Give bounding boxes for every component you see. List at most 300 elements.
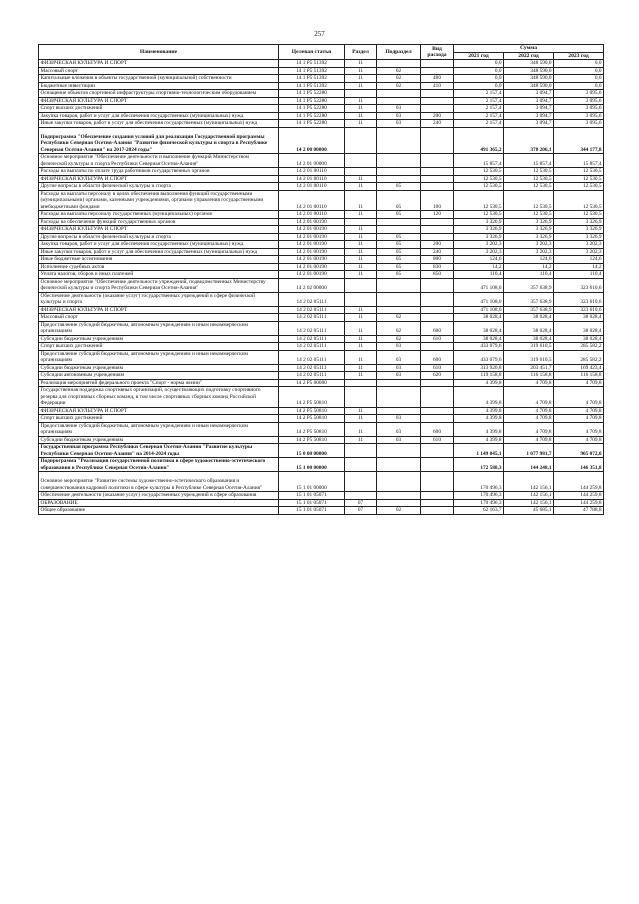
cell-sum-2023: 285 582,2 bbox=[554, 350, 604, 364]
cell-sum-2022: 3 202,3 bbox=[504, 248, 554, 256]
cell-article: 14 2 01 00190 bbox=[279, 218, 345, 226]
table-row bbox=[39, 507, 604, 515]
cell-expense-type bbox=[421, 292, 454, 306]
cell-sum-2021: 471 108,0 bbox=[454, 292, 504, 306]
cell-expense-type: 600 bbox=[421, 321, 454, 335]
cell-name: Спорт высших достижений bbox=[39, 415, 279, 423]
cell-expense-type bbox=[421, 60, 454, 68]
cell-sum-2023: 4 709,8 bbox=[554, 379, 604, 387]
cell-expense-type: 240 bbox=[421, 120, 454, 128]
cell-expense-type: 400 bbox=[421, 75, 454, 83]
table-row bbox=[39, 105, 604, 113]
cell-section bbox=[345, 458, 377, 472]
cell-sum-2022: 38 028,4 bbox=[504, 335, 554, 343]
cell-name: Подпрограмма "Реализация государственной политики в сфере художественно-эстетического образования в Республике Северная Осетия-Алания" bbox=[39, 458, 279, 472]
cell-name: Субсидии бюджетным учреждениям bbox=[39, 364, 279, 372]
cell-name: Предоставление субсидий бюджетным, автономным учреждениям и иным некоммерческим организациям bbox=[39, 350, 279, 364]
cell-expense-type bbox=[421, 343, 454, 351]
cell-subsection bbox=[377, 492, 421, 500]
cell-subsection: 02 bbox=[377, 335, 421, 343]
cell-sum-2022: 15 857,4 bbox=[504, 154, 554, 168]
cell-name: Основное мероприятие "Обеспечение деятельности и выполнение функций Министерством физической культуры и спорта Республики Северная Осетия-Алания" bbox=[39, 154, 279, 168]
table-row bbox=[39, 168, 604, 176]
cell-sum-2021: 12 530,5 bbox=[454, 190, 504, 211]
table-row bbox=[39, 175, 604, 183]
cell-subsection bbox=[377, 472, 421, 492]
cell-sum-2022: 3 094,7 bbox=[504, 120, 554, 128]
cell-expense-type bbox=[421, 67, 454, 75]
cell-expense-type bbox=[421, 175, 454, 183]
cell-name: Предоставление субсидий бюджетным, автономным учреждениям и иным некоммерческим организациям bbox=[39, 321, 279, 335]
table-row bbox=[39, 314, 604, 322]
header-year-2023: 2023 год bbox=[554, 52, 604, 60]
cell-sum-2022: 3 094,7 bbox=[504, 112, 554, 120]
cell-sum-2023: 323 610,6 bbox=[554, 292, 604, 306]
cell-subsection: 02 bbox=[377, 321, 421, 335]
table-row bbox=[39, 190, 604, 211]
cell-sum-2021: 4 399,8 bbox=[454, 407, 504, 415]
cell-section: 11 bbox=[345, 112, 377, 120]
cell-sum-2022: 4 709,8 bbox=[504, 387, 554, 408]
cell-article: 14 1 P5 52280 bbox=[279, 112, 345, 120]
cell-name: Субсидии автономным учреждениям bbox=[39, 372, 279, 380]
page-number: 257 bbox=[314, 30, 325, 38]
cell-sum-2023: 146 351,8 bbox=[554, 458, 604, 472]
cell-name: Иные закупки товаров, работ и услуг для обеспечения государственных (муниципальных) нужд bbox=[39, 120, 279, 128]
cell-subsection bbox=[377, 226, 421, 234]
table-row bbox=[39, 278, 604, 292]
cell-sum-2021: 14,2 bbox=[454, 263, 504, 271]
cell-subsection: 02 bbox=[377, 82, 421, 90]
cell-sum-2023: 3 095,6 bbox=[554, 105, 604, 113]
cell-article: 14 2 P5 00000 bbox=[279, 379, 345, 387]
cell-article: 14 2 02 05111 bbox=[279, 343, 345, 351]
cell-sum-2023: 4 709,8 bbox=[554, 422, 604, 436]
cell-sum-2022: 348 590,0 bbox=[504, 67, 554, 75]
cell-article: 14 1 P5 52280 bbox=[279, 97, 345, 105]
cell-expense-type: 600 bbox=[421, 422, 454, 436]
cell-section bbox=[345, 492, 377, 500]
cell-sum-2023: 12 530,5 bbox=[554, 190, 604, 211]
cell-sum-2022: 4 709,8 bbox=[504, 379, 554, 387]
cell-article: 14 2 00 00000 bbox=[279, 127, 345, 154]
cell-name: Обеспечение деятельности (оказание услуг) государственных учреждений в сфере образования bbox=[39, 492, 279, 500]
cell-name: Иные бюджетные ассигнования bbox=[39, 256, 279, 264]
cell-expense-type: 600 bbox=[421, 350, 454, 364]
table-row bbox=[39, 256, 604, 264]
table-row bbox=[39, 75, 604, 83]
cell-sum-2022: 203 451,7 bbox=[504, 364, 554, 372]
cell-sum-2023: 0,0 bbox=[554, 60, 604, 68]
cell-article: 14 1 P5 51392 bbox=[279, 67, 345, 75]
cell-article: 15 1 01 05071 bbox=[279, 499, 345, 507]
cell-sum-2022: 144 248,1 bbox=[504, 458, 554, 472]
cell-section: 11 bbox=[345, 422, 377, 436]
cell-sum-2022: 38 028,4 bbox=[504, 321, 554, 335]
table-row bbox=[39, 422, 604, 436]
cell-expense-type bbox=[421, 183, 454, 191]
cell-expense-type: 610 bbox=[421, 436, 454, 444]
cell-sum-2022: 1 077 981,7 bbox=[504, 444, 554, 458]
cell-sum-2023: 323 610,6 bbox=[554, 278, 604, 292]
cell-subsection: 03 bbox=[377, 415, 421, 423]
cell-subsection: 02 bbox=[377, 507, 421, 515]
cell-sum-2022: 4 709,8 bbox=[504, 415, 554, 423]
table-row bbox=[39, 211, 604, 219]
cell-name: Основное мероприятие "Обеспечение деятельности учреждений, подведомственных Министерству физической культуры и спорта Республики Северная Осетия-Алания" bbox=[39, 278, 279, 292]
cell-subsection: 03 bbox=[377, 112, 421, 120]
table-row bbox=[39, 263, 604, 271]
cell-sum-2023: 144 259,8 bbox=[554, 472, 604, 492]
cell-sum-2022: 142 156,1 bbox=[504, 472, 554, 492]
table-row bbox=[39, 407, 604, 415]
cell-subsection bbox=[377, 444, 421, 458]
cell-section: 11 bbox=[345, 105, 377, 113]
cell-sum-2023: 116 158,8 bbox=[554, 372, 604, 380]
cell-article: 14 2 02 05111 bbox=[279, 292, 345, 306]
cell-name: Субсидии бюджетным учреждениям bbox=[39, 436, 279, 444]
cell-section: 11 bbox=[345, 364, 377, 372]
cell-subsection: 05 bbox=[377, 256, 421, 264]
cell-expense-type: 830 bbox=[421, 263, 454, 271]
cell-section: 11 bbox=[345, 372, 377, 380]
cell-sum-2023: 323 610,6 bbox=[554, 306, 604, 314]
cell-article: 14 1 P5 51392 bbox=[279, 82, 345, 90]
cell-section: 11 bbox=[345, 190, 377, 211]
cell-sum-2023: 38 028,4 bbox=[554, 314, 604, 322]
cell-article: 15 1 01 05071 bbox=[279, 507, 345, 515]
cell-article: 14 2 02 05111 bbox=[279, 321, 345, 335]
table-row bbox=[39, 321, 604, 335]
cell-subsection: 05 bbox=[377, 263, 421, 271]
cell-sum-2021: 124,6 bbox=[454, 256, 504, 264]
cell-name: Уплата налогов, сборов и иных платежей bbox=[39, 271, 279, 279]
cell-article: 14 2 P5 50810 bbox=[279, 436, 345, 444]
cell-name: Расходы на выплаты персоналу в целях обеспечения выполнения функций государственными (муниципальными) органами, казенными учреждениями, органами управления государственными внебюджетными фондами bbox=[39, 190, 279, 211]
cell-expense-type bbox=[421, 472, 454, 492]
cell-expense-type bbox=[421, 97, 454, 105]
cell-section: 11 bbox=[345, 60, 377, 68]
cell-section: 11 bbox=[345, 120, 377, 128]
cell-article: 14 2 01 00190 bbox=[279, 263, 345, 271]
cell-article: 14 1 P5 51392 bbox=[279, 60, 345, 68]
cell-expense-type: 800 bbox=[421, 256, 454, 264]
cell-section bbox=[345, 387, 377, 408]
cell-section: 07 bbox=[345, 507, 377, 515]
cell-name: Субсидии бюджетным учреждениям bbox=[39, 335, 279, 343]
table-row bbox=[39, 335, 604, 343]
cell-sum-2022: 12 530,5 bbox=[504, 190, 554, 211]
cell-sum-2023: 47 788,8 bbox=[554, 507, 604, 515]
cell-expense-type bbox=[421, 499, 454, 507]
cell-sum-2023: 144 259,8 bbox=[554, 492, 604, 500]
cell-subsection bbox=[377, 407, 421, 415]
header-expense-type: Вид расхода bbox=[421, 45, 454, 60]
cell-article: 14 2 02 00000 bbox=[279, 278, 345, 292]
cell-section: 11 bbox=[345, 314, 377, 322]
cell-sum-2021: 110,4 bbox=[454, 271, 504, 279]
cell-sum-2021: 3 202,3 bbox=[454, 248, 504, 256]
cell-sum-2021: 0,0 bbox=[454, 82, 504, 90]
cell-section: 11 bbox=[345, 343, 377, 351]
table-row bbox=[39, 226, 604, 234]
cell-sum-2022: 3 094,7 bbox=[504, 105, 554, 113]
cell-sum-2021: 12 530,5 bbox=[454, 175, 504, 183]
table-row bbox=[39, 60, 604, 68]
cell-expense-type: 100 bbox=[421, 190, 454, 211]
cell-sum-2022: 348 590,0 bbox=[504, 75, 554, 83]
cell-sum-2023: 12 530,5 bbox=[554, 168, 604, 176]
cell-sum-2022: 12 530,5 bbox=[504, 175, 554, 183]
cell-subsection: 02 bbox=[377, 314, 421, 322]
cell-subsection: 05 bbox=[377, 190, 421, 211]
cell-section: 11 bbox=[345, 75, 377, 83]
cell-article: 14 2 01 00110 bbox=[279, 168, 345, 176]
cell-sum-2022: 3 326,9 bbox=[504, 233, 554, 241]
cell-name: Спорт высших достижений bbox=[39, 343, 279, 351]
cell-subsection bbox=[377, 499, 421, 507]
cell-subsection: 02 bbox=[377, 75, 421, 83]
cell-subsection bbox=[377, 278, 421, 292]
cell-expense-type: 200 bbox=[421, 241, 454, 249]
cell-name: Предоставление субсидий бюджетным, автономным учреждениям и иным некоммерческим организациям bbox=[39, 422, 279, 436]
cell-sum-2022: 357 638,9 bbox=[504, 278, 554, 292]
cell-section bbox=[345, 218, 377, 226]
cell-name: Обеспечение деятельности (оказание услуг) государственных учреждений в сфере физической культуры и спорта bbox=[39, 292, 279, 306]
cell-name: ФИЗИЧЕСКАЯ КУЛЬТУРА И СПОРТ bbox=[39, 60, 279, 68]
cell-sum-2021: 4 399,8 bbox=[454, 436, 504, 444]
cell-sum-2021: 38 028,4 bbox=[454, 314, 504, 322]
cell-sum-2022: 4 709,8 bbox=[504, 422, 554, 436]
cell-subsection: 05 bbox=[377, 248, 421, 256]
table-row bbox=[39, 387, 604, 408]
cell-subsection bbox=[377, 387, 421, 408]
cell-expense-type: 410 bbox=[421, 82, 454, 90]
cell-sum-2023: 285 582,2 bbox=[554, 343, 604, 351]
cell-subsection bbox=[377, 306, 421, 314]
cell-name: ФИЗИЧЕСКАЯ КУЛЬТУРА И СПОРТ bbox=[39, 175, 279, 183]
cell-sum-2022: 348 590,0 bbox=[504, 82, 554, 90]
cell-expense-type: 610 bbox=[421, 364, 454, 372]
cell-name: Расходы на выплаты по оплате труда работников государственных органов bbox=[39, 168, 279, 176]
cell-sum-2022: 3 202,3 bbox=[504, 241, 554, 249]
cell-sum-2023: 4 709,8 bbox=[554, 407, 604, 415]
cell-article: 14 1 P5 52280 bbox=[279, 90, 345, 98]
cell-expense-type bbox=[421, 278, 454, 292]
cell-name: Государственная поддержка спортивных организаций, осуществляющих подготовку спортивного резерва для спортивных сборных команд, в том числе спортивных сборных команд Российской Федерации bbox=[39, 387, 279, 408]
cell-sum-2021: 2 157,4 bbox=[454, 97, 504, 105]
cell-article: 14 2 02 05111 bbox=[279, 314, 345, 322]
cell-article: 14 2 01 00110 bbox=[279, 175, 345, 183]
cell-subsection bbox=[377, 168, 421, 176]
cell-expense-type bbox=[421, 379, 454, 387]
cell-sum-2023: 12 530,5 bbox=[554, 183, 604, 191]
cell-sum-2022: 4 709,8 bbox=[504, 407, 554, 415]
table-body bbox=[39, 60, 604, 515]
cell-sum-2021: 2 157,4 bbox=[454, 112, 504, 120]
cell-name: Закупка товаров, работ и услуг для обеспечения государственных (муниципальных) нужд bbox=[39, 112, 279, 120]
cell-expense-type bbox=[421, 226, 454, 234]
table-row bbox=[39, 97, 604, 105]
cell-section bbox=[345, 278, 377, 292]
cell-sum-2022: 378 206,1 bbox=[504, 127, 554, 154]
cell-sum-2023: 3 202,3 bbox=[554, 248, 604, 256]
cell-expense-type: 620 bbox=[421, 372, 454, 380]
cell-expense-type bbox=[421, 154, 454, 168]
cell-section: 11 bbox=[345, 436, 377, 444]
cell-sum-2023: 3 095,6 bbox=[554, 120, 604, 128]
cell-sum-2021: 15 857,4 bbox=[454, 154, 504, 168]
cell-sum-2022: 116 158,8 bbox=[504, 372, 554, 380]
cell-sum-2023: 3 095,6 bbox=[554, 97, 604, 105]
cell-section bbox=[345, 90, 377, 98]
cell-expense-type bbox=[421, 415, 454, 423]
header-subsection: Подраздел bbox=[377, 45, 421, 60]
cell-sum-2021: 119 158,8 bbox=[454, 372, 504, 380]
cell-article: 14 2 01 00190 bbox=[279, 271, 345, 279]
cell-subsection: 05 bbox=[377, 233, 421, 241]
cell-expense-type: 240 bbox=[421, 248, 454, 256]
header-section: Раздел bbox=[345, 45, 377, 60]
table-row bbox=[39, 241, 604, 249]
cell-name: Расходы на обеспечение функций государственных органов bbox=[39, 218, 279, 226]
table-row bbox=[39, 343, 604, 351]
cell-subsection: 03 bbox=[377, 372, 421, 380]
cell-sum-2021: 170 496,3 bbox=[454, 492, 504, 500]
cell-sum-2022: 12 530,5 bbox=[504, 168, 554, 176]
cell-sum-2022: 3 094,7 bbox=[504, 90, 554, 98]
cell-article: 14 2 01 00110 bbox=[279, 211, 345, 219]
cell-sum-2022: 4 709,8 bbox=[504, 436, 554, 444]
cell-sum-2022: 348 590,0 bbox=[504, 60, 554, 68]
table-row bbox=[39, 218, 604, 226]
cell-name: ФИЗИЧЕСКАЯ КУЛЬТУРА И СПОРТ bbox=[39, 306, 279, 314]
cell-subsection: 03 bbox=[377, 120, 421, 128]
cell-expense-type: 610 bbox=[421, 335, 454, 343]
cell-section: 11 bbox=[345, 415, 377, 423]
cell-section: 11 bbox=[345, 263, 377, 271]
cell-expense-type bbox=[421, 218, 454, 226]
cell-sum-2022: 12 530,5 bbox=[504, 211, 554, 219]
table-row bbox=[39, 67, 604, 75]
cell-sum-2023: 110,4 bbox=[554, 271, 604, 279]
cell-article: 14 2 P5 50810 bbox=[279, 407, 345, 415]
header-year-2022: 2022 год bbox=[504, 52, 554, 60]
table-row bbox=[39, 183, 604, 191]
cell-name: Другие вопросы в области физической культуры и спорта bbox=[39, 183, 279, 191]
header-sum: Сумма bbox=[454, 45, 604, 53]
cell-section: 11 bbox=[345, 407, 377, 415]
cell-section bbox=[345, 168, 377, 176]
cell-expense-type bbox=[421, 168, 454, 176]
cell-sum-2023: 3 095,6 bbox=[554, 90, 604, 98]
header-article: Целевая статья bbox=[279, 45, 345, 60]
cell-name: Общее образование bbox=[39, 507, 279, 515]
table-row bbox=[39, 127, 604, 154]
cell-sum-2022: 124,6 bbox=[504, 256, 554, 264]
cell-sum-2021: 471 108,0 bbox=[454, 278, 504, 292]
cell-section: 11 bbox=[345, 183, 377, 191]
cell-name: Оснащение объектов спортивной инфраструктуры спортивно-технологическим оборудованием bbox=[39, 90, 279, 98]
cell-sum-2022: 3 094,7 bbox=[504, 97, 554, 105]
cell-subsection: 05 bbox=[377, 271, 421, 279]
cell-sum-2023: 0,0 bbox=[554, 67, 604, 75]
table-row bbox=[39, 82, 604, 90]
cell-section: 11 bbox=[345, 175, 377, 183]
cell-sum-2022: 142 156,1 bbox=[504, 499, 554, 507]
cell-article: 14 2 P5 50810 bbox=[279, 422, 345, 436]
cell-sum-2021: 471 108,0 bbox=[454, 306, 504, 314]
cell-sum-2022: 142 156,1 bbox=[504, 492, 554, 500]
cell-section: 11 bbox=[345, 248, 377, 256]
cell-subsection: 03 bbox=[377, 343, 421, 351]
cell-name: Массовый спорт bbox=[39, 67, 279, 75]
cell-section: 11 bbox=[345, 271, 377, 279]
cell-expense-type bbox=[421, 314, 454, 322]
cell-name: Исполнение судебных актов bbox=[39, 263, 279, 271]
cell-article: 14 2 02 05111 bbox=[279, 364, 345, 372]
cell-name: Спорт высших достижений bbox=[39, 105, 279, 113]
cell-expense-type bbox=[421, 306, 454, 314]
cell-section: 11 bbox=[345, 233, 377, 241]
table-row bbox=[39, 415, 604, 423]
cell-sum-2022: 319 610,5 bbox=[504, 350, 554, 364]
cell-sum-2021: 3 326,9 bbox=[454, 233, 504, 241]
cell-name: ФИЗИЧЕСКАЯ КУЛЬТУРА И СПОРТ bbox=[39, 97, 279, 105]
cell-subsection: 03 bbox=[377, 350, 421, 364]
cell-section: 11 bbox=[345, 226, 377, 234]
cell-sum-2023: 12 530,5 bbox=[554, 175, 604, 183]
cell-sum-2022: 38 028,4 bbox=[504, 314, 554, 322]
cell-sum-2021: 491 365,2 bbox=[454, 127, 504, 154]
cell-expense-type bbox=[421, 105, 454, 113]
cell-sum-2021: 1 149 045,1 bbox=[454, 444, 504, 458]
cell-sum-2021: 2 157,4 bbox=[454, 90, 504, 98]
table-row bbox=[39, 350, 604, 364]
cell-sum-2021: 12 530,5 bbox=[454, 183, 504, 191]
cell-article: 14 2 01 00000 bbox=[279, 154, 345, 168]
cell-name: Массовый спорт bbox=[39, 314, 279, 322]
cell-sum-2021: 38 028,4 bbox=[454, 335, 504, 343]
cell-sum-2021: 433 079,6 bbox=[454, 350, 504, 364]
cell-name: Основное мероприятие "Развитие системы художественно-эстетического образования и совершенствования кадровой политики в сфере культуры в Республике Северная Осетия-Алания" bbox=[39, 472, 279, 492]
cell-expense-type bbox=[421, 233, 454, 241]
cell-subsection bbox=[377, 292, 421, 306]
cell-subsection: 05 bbox=[377, 183, 421, 191]
cell-sum-2021: 38 028,4 bbox=[454, 321, 504, 335]
cell-sum-2023: 905 072,0 bbox=[554, 444, 604, 458]
cell-article: 14 2 01 00110 bbox=[279, 190, 345, 211]
cell-article: 14 2 01 00110 bbox=[279, 183, 345, 191]
cell-subsection: 03 bbox=[377, 436, 421, 444]
cell-section: 11 bbox=[345, 350, 377, 364]
cell-sum-2022: 357 638,9 bbox=[504, 292, 554, 306]
cell-sum-2023: 3 326,9 bbox=[554, 233, 604, 241]
cell-article: 14 2 01 00190 bbox=[279, 241, 345, 249]
cell-sum-2022: 3 326,9 bbox=[504, 226, 554, 234]
cell-sum-2021: 12 530,5 bbox=[454, 211, 504, 219]
cell-article: 14 2 01 00190 bbox=[279, 226, 345, 234]
table-row bbox=[39, 372, 604, 380]
cell-expense-type bbox=[421, 507, 454, 515]
cell-sum-2023: 3 326,9 bbox=[554, 218, 604, 226]
cell-subsection bbox=[377, 458, 421, 472]
cell-sum-2021: 3 326,9 bbox=[454, 218, 504, 226]
cell-subsection bbox=[377, 175, 421, 183]
table-row bbox=[39, 492, 604, 500]
cell-name: Другие вопросы в области физической культуры и спорта bbox=[39, 233, 279, 241]
cell-subsection bbox=[377, 218, 421, 226]
